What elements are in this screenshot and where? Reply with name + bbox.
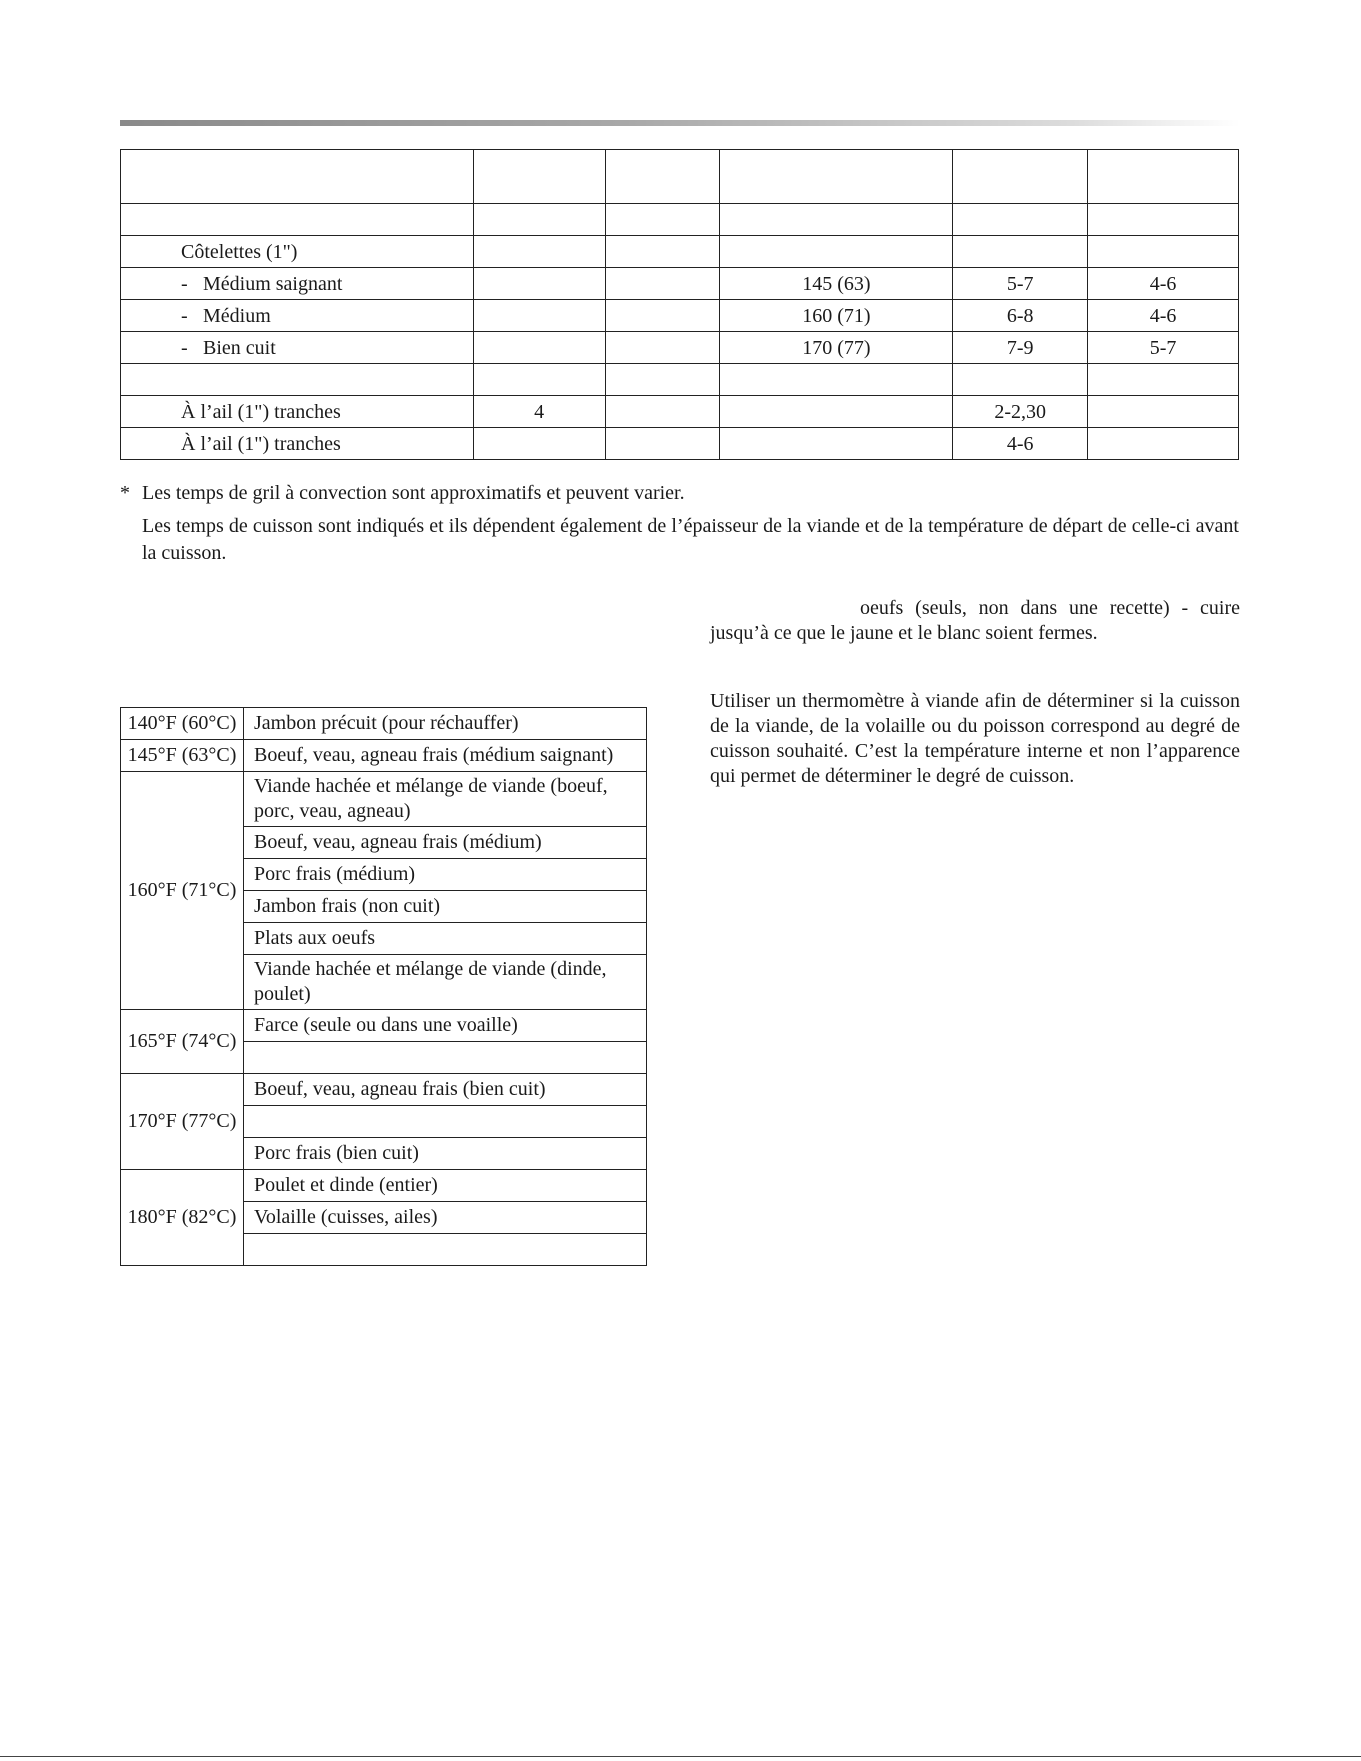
table-row bbox=[121, 1074, 647, 1106]
table-cell bbox=[605, 364, 720, 396]
table-cell bbox=[720, 236, 953, 268]
table-row bbox=[121, 236, 1239, 268]
footer-rule bbox=[0, 1756, 1361, 1757]
table-cell bbox=[720, 150, 953, 204]
food-cell bbox=[244, 1106, 647, 1138]
table-cell bbox=[1088, 428, 1239, 460]
food-cell: Farce (seule ou dans une voaille) bbox=[244, 1010, 647, 1042]
temperature-cell: 165°F (74°C) bbox=[121, 1010, 244, 1074]
table-cell bbox=[473, 300, 605, 332]
table-cell bbox=[605, 150, 720, 204]
dash-marker: - bbox=[181, 272, 188, 295]
table-cell bbox=[473, 332, 605, 364]
cooking-table bbox=[120, 149, 1239, 460]
table-cell bbox=[473, 236, 605, 268]
food-cell: Porc frais (médium) bbox=[244, 859, 647, 891]
table-cell bbox=[1088, 236, 1239, 268]
row-label: À l’ail (1") tranches bbox=[181, 400, 341, 423]
table-row bbox=[121, 268, 1239, 300]
table-row bbox=[121, 300, 1239, 332]
temperature-cell: 140°F (60°C) bbox=[121, 708, 244, 740]
footnote-cooking-times: Les temps de cuisson sont indiqués et ils dépendent également de l’épaisseur de la viande et de la température de départ de celle-ci avant la cuisson. bbox=[142, 515, 1239, 564]
temperature-cell: 170°F (77°C) bbox=[121, 1074, 244, 1170]
food-cell: Boeuf, veau, agneau frais (médium saignant) bbox=[244, 740, 647, 772]
table-cell: 160 (71) bbox=[720, 300, 953, 332]
table-cell: 4-6 bbox=[953, 428, 1088, 460]
food-cell: Viande hachée et mélange de viande (boeuf, porc, veau, agneau) bbox=[244, 772, 647, 827]
table-cell bbox=[720, 364, 953, 396]
table-cell: 4 bbox=[473, 396, 605, 428]
table-cell bbox=[473, 150, 605, 204]
table-cell bbox=[1088, 396, 1239, 428]
table-cell bbox=[605, 396, 720, 428]
table-row bbox=[121, 1010, 647, 1042]
row-label: Médium saignant bbox=[203, 272, 343, 295]
table-cell bbox=[605, 236, 720, 268]
temperature-cell: 180°F (82°C) bbox=[121, 1170, 244, 1266]
table-cell bbox=[953, 364, 1088, 396]
table-cell bbox=[605, 332, 720, 364]
food-cell bbox=[244, 1234, 647, 1266]
table-cell bbox=[1088, 204, 1239, 236]
table-cell bbox=[605, 428, 720, 460]
table-cell bbox=[953, 204, 1088, 236]
table-cell: 6-8 bbox=[953, 300, 1088, 332]
table-cell: 170 (77) bbox=[720, 332, 953, 364]
table-cell: 7-9 bbox=[953, 332, 1088, 364]
eggs-note: oeufs (seuls, non dans une recette) - cuire jusqu’à ce que le jaune et le blanc soient fermes. bbox=[710, 597, 1240, 644]
row-label: Bien cuit bbox=[203, 336, 276, 359]
food-cell: Poulet et dinde (entier) bbox=[244, 1170, 647, 1202]
row-label-cell bbox=[121, 300, 474, 332]
table-cell bbox=[605, 300, 720, 332]
food-cell: Boeuf, veau, agneau frais (bien cuit) bbox=[244, 1074, 647, 1106]
row-label-cell bbox=[121, 236, 474, 268]
table-cell: 4-6 bbox=[1088, 268, 1239, 300]
table-row bbox=[121, 332, 1239, 364]
footnote-convection: * Les temps de gril à convection sont approximatifs et peuvent varier. bbox=[120, 482, 685, 504]
table-cell: 5-7 bbox=[953, 268, 1088, 300]
table-cell bbox=[473, 268, 605, 300]
dash-marker: - bbox=[181, 336, 188, 359]
table-row bbox=[121, 1170, 647, 1202]
food-cell: Porc frais (bien cuit) bbox=[244, 1138, 647, 1170]
table-cell bbox=[473, 428, 605, 460]
food-cell: Jambon frais (non cuit) bbox=[244, 891, 647, 923]
table-row bbox=[121, 428, 1239, 460]
table-cell: 4-6 bbox=[1088, 300, 1239, 332]
temperature-cell: 160°F (71°C) bbox=[121, 772, 244, 1010]
table-cell bbox=[605, 204, 720, 236]
row-label-cell bbox=[121, 204, 474, 236]
table-cell: 145 (63) bbox=[720, 268, 953, 300]
row-label: Médium bbox=[203, 304, 271, 327]
row-label-cell bbox=[121, 332, 474, 364]
table-row bbox=[121, 772, 647, 827]
dash-marker: - bbox=[181, 304, 188, 327]
table-row bbox=[121, 708, 647, 740]
food-cell: Plats aux oeufs bbox=[244, 923, 647, 955]
table-cell bbox=[473, 204, 605, 236]
table-cell: 5-7 bbox=[1088, 332, 1239, 364]
table-row bbox=[121, 364, 1239, 396]
temperature-cell: 145°F (63°C) bbox=[121, 740, 244, 772]
thermometer-note: Utiliser un thermomètre à viande afin de déterminer si la cuisson de la viande, de la volaille ou du poisson correspond au degré de cuisson souhaité. C’est la température interne et non l’apparence qui permet de déterminer le degré de cuisson. bbox=[710, 690, 1240, 787]
table-cell bbox=[953, 236, 1088, 268]
table-cell bbox=[1088, 364, 1239, 396]
row-label: À l’ail (1") tranches bbox=[181, 432, 341, 455]
table-cell bbox=[720, 396, 953, 428]
table-header-row bbox=[121, 150, 1239, 204]
row-label: Côtelettes (1") bbox=[181, 240, 298, 263]
table-cell bbox=[605, 268, 720, 300]
table-cell bbox=[473, 364, 605, 396]
table-row bbox=[121, 396, 1239, 428]
table-row bbox=[121, 740, 647, 772]
food-cell: Volaille (cuisses, ailes) bbox=[244, 1202, 647, 1234]
table-cell: 2-2,30 bbox=[953, 396, 1088, 428]
header-rule bbox=[120, 120, 1240, 126]
food-cell bbox=[244, 1042, 647, 1074]
food-cell: Jambon précuit (pour réchauffer) bbox=[244, 708, 647, 740]
table-cell bbox=[953, 150, 1088, 204]
row-label-cell bbox=[121, 396, 474, 428]
food-cell: Viande hachée et mélange de viande (dinde, poulet) bbox=[244, 955, 647, 1010]
food-cell: Boeuf, veau, agneau frais (médium) bbox=[244, 827, 647, 859]
row-label-cell bbox=[121, 428, 474, 460]
row-label-cell bbox=[121, 150, 474, 204]
temperature-table bbox=[120, 707, 647, 1266]
row-label-cell bbox=[121, 268, 474, 300]
table-row bbox=[121, 204, 1239, 236]
table-cell bbox=[720, 204, 953, 236]
table-cell bbox=[1088, 150, 1239, 204]
table-cell bbox=[720, 428, 953, 460]
row-label-cell bbox=[121, 364, 474, 396]
